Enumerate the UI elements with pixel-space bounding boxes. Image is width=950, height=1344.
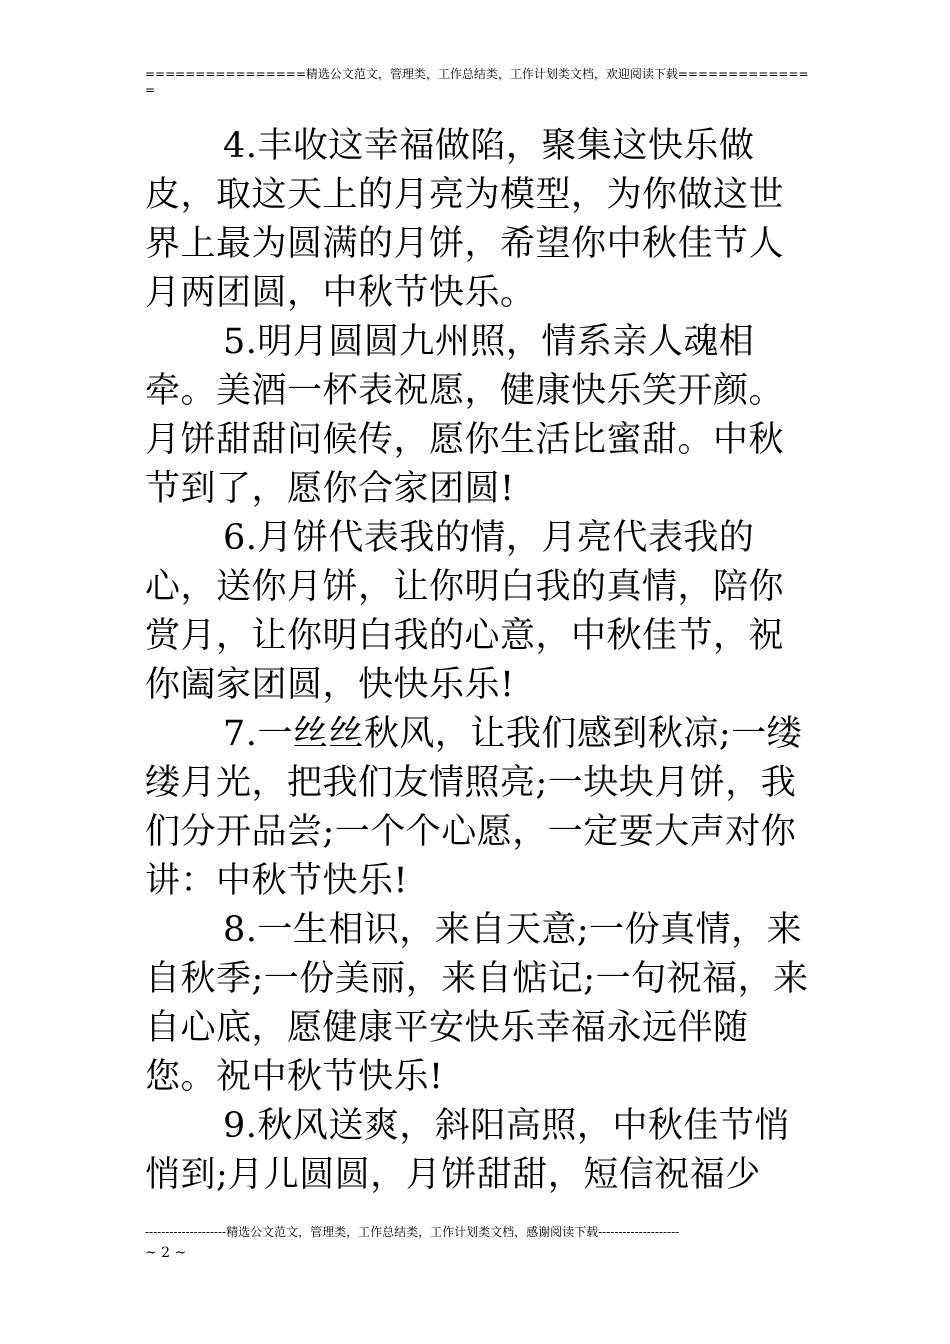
page-header: ================精选公文范文，管理类，工作总结类，工作计划类文档，欢迎阅读下载============== bbox=[145, 67, 809, 97]
paragraph-5: 5.明月圆圆九州照，情系亲人魂相牵。美酒一杯表祝愿，健康快乐笑开颜。月饼甜甜问候传，愿你生活比蜜甜。中秋节到了，愿你合家团圆! bbox=[145, 322, 785, 509]
page-number: ~ 2 ~ bbox=[145, 1245, 187, 1261]
paragraph-7: 7.一丝丝秋风，让我们感到秋凉;一缕缕月光，把我们友情照亮;一块块月饼，我们分开品尝;一个个心愿，一定要大声对你讲：中秋节快乐! bbox=[145, 714, 803, 901]
paragraph-4: 4.丰收这幸福做陷，聚集这快乐做皮，取这天上的月亮为模型，为你做这世界上最为圆满的月饼，希望你中秋佳节人月两团圆，中秋节快乐。 bbox=[145, 126, 785, 313]
paragraph-8: 8.一生相识，来自天意;一份真情，来自秋季;一份美丽，来自惦记;一句祝福，来自心底，愿健康平安快乐幸福永远伴随您。祝中秋节快乐! bbox=[145, 910, 809, 1097]
document-body bbox=[145, 122, 815, 1200]
paragraph-9: 9.秋风送爽，斜阳高照，中秋佳节悄悄到;月儿圆圆，月饼甜甜，短信祝福少 bbox=[145, 1106, 790, 1195]
page-footer: --------------------精选公文范文，管理类，工作总结类，工作计划类文档，感谢阅读下载-------------------- bbox=[145, 1225, 680, 1239]
paragraph-6: 6.月饼代表我的情，月亮代表我的心，送你月饼，让你明白我的真情，陪你赏月，让你明白我的心意，中秋佳节，祝你阖家团圆，快快乐乐! bbox=[145, 518, 785, 705]
